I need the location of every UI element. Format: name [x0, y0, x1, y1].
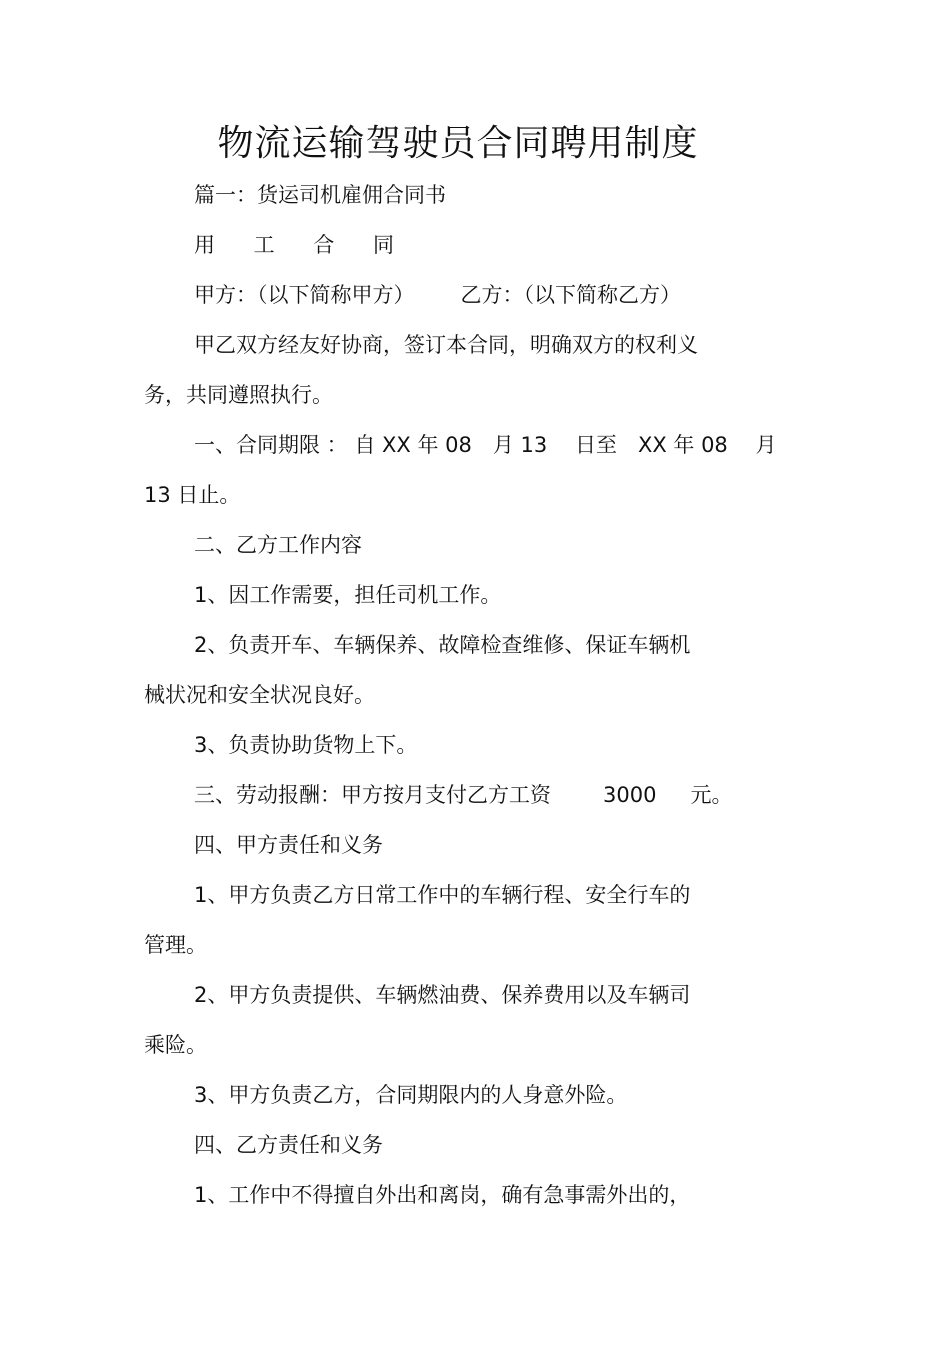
contract-heading: 用 工 合 同 [194, 233, 411, 257]
clause-heading: 二、乙方工作内容 [194, 533, 362, 557]
clause-item: 2、甲方负责提供、车辆燃油费、保养费用以及车辆司 [194, 983, 691, 1007]
parties-line [144, 270, 814, 320]
paragraph-line: 甲乙双方经友好协商，签订本合同，明确双方的权利义 [194, 333, 698, 357]
clause-item: 1、因工作需要，担任司机工作。 [194, 583, 502, 607]
salary-amount: 3000 [603, 783, 657, 807]
clause-heading: 四、甲方责任和义务 [194, 833, 383, 857]
clause-heading: 四、乙方责任和义务 [194, 1133, 383, 1157]
salary-line [144, 770, 814, 820]
document-title: 物流运输驾驶员合同聘用制度 [217, 123, 699, 164]
paragraph-line: 务，共同遵照执行。 [144, 383, 333, 407]
clause-item: 2、负责开车、车辆保养、故障检查维修、保证车辆机 [194, 633, 691, 657]
section-heading: 篇一：货运司机雇佣合同书 [194, 183, 446, 207]
salary-label: 三、劳动报酬：甲方按月支付乙方工资 [194, 783, 551, 807]
document-body [144, 170, 814, 1220]
clause-item: 管理。 [144, 933, 207, 957]
party-b: 乙方：（以下简称乙方） [460, 283, 681, 307]
contract-term-line: 13 日止。 [144, 483, 241, 507]
contract-term-line: 一、合同期限 ： 自 XX 年 08 月 13 日至 XX 年 08 月 [194, 433, 777, 457]
party-a: 甲方：（以下简称甲方） [194, 283, 415, 307]
salary-unit: 元。 [690, 783, 733, 807]
clause-item: 械状况和安全状况良好。 [144, 683, 375, 707]
clause-item: 3、甲方负责乙方，合同期限内的人身意外险。 [194, 1083, 628, 1107]
clause-item: 1、工作中不得擅自外出和离岗，确有急事需外出的， [194, 1183, 691, 1207]
clause-item: 1、甲方负责乙方日常工作中的车辆行程、安全行车的 [194, 883, 691, 907]
clause-item: 3、负责协助货物上下。 [194, 733, 418, 757]
clause-item: 乘险。 [144, 1033, 207, 1057]
